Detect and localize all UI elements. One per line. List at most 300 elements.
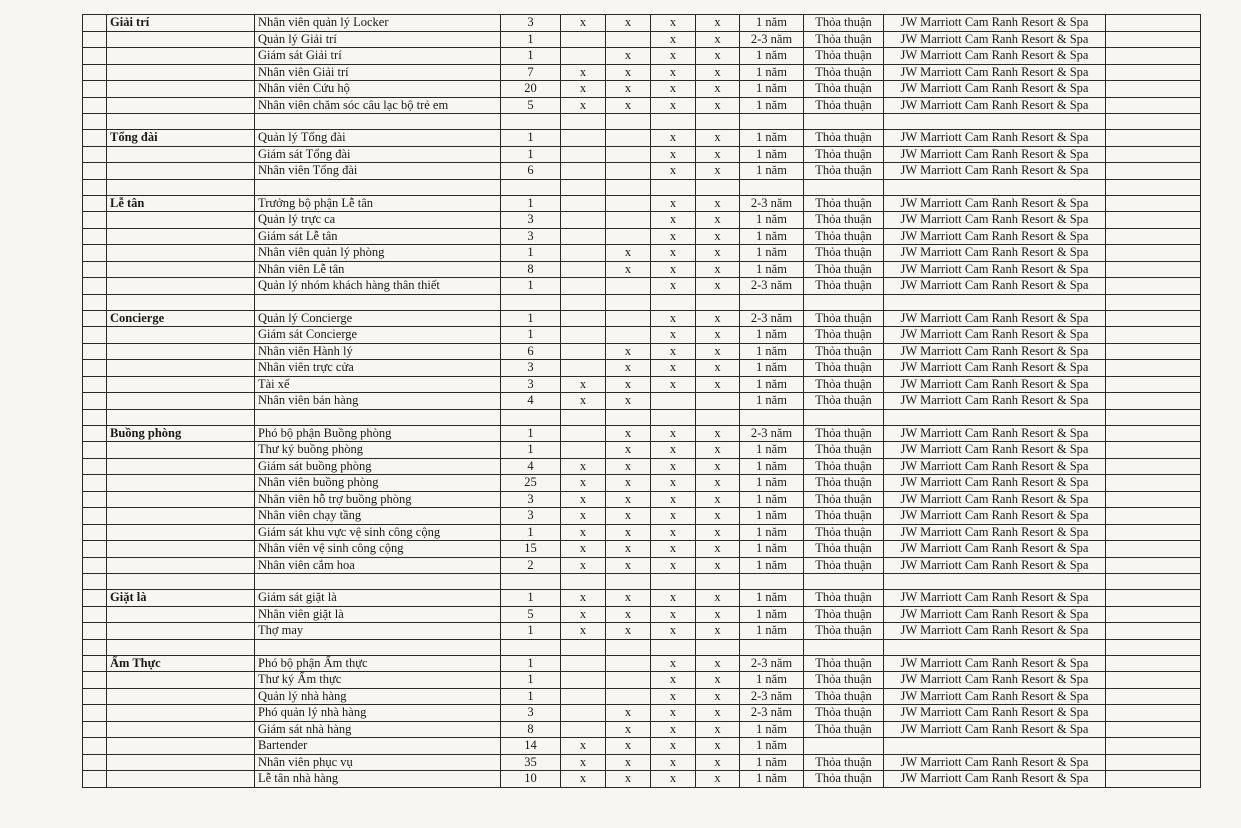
criterion-2-cell: x	[606, 442, 651, 459]
index-cell	[83, 491, 107, 508]
position-cell: Nhân viên Hành lý	[255, 343, 501, 360]
table-row	[83, 491, 1201, 508]
extra-cell	[1106, 146, 1201, 163]
table-row	[83, 705, 1201, 722]
quantity-cell: 3	[501, 508, 561, 525]
criterion-2-cell: x	[606, 64, 651, 81]
empty-cell	[804, 639, 884, 655]
criterion-1-cell	[561, 360, 606, 377]
empty-cell	[696, 294, 740, 310]
experience-cell: 1 năm	[740, 606, 804, 623]
position-cell: Quản lý Concierge	[255, 310, 501, 327]
quantity-cell: 3	[501, 491, 561, 508]
criterion-1-cell: x	[561, 97, 606, 114]
salary-cell: Thỏa thuận	[804, 771, 884, 788]
salary-cell: Thỏa thuận	[804, 64, 884, 81]
quantity-cell: 1	[501, 130, 561, 147]
extra-cell	[1106, 491, 1201, 508]
criterion-1-cell: x	[561, 754, 606, 771]
empty-cell	[107, 574, 255, 590]
empty-cell	[83, 409, 107, 425]
index-cell	[83, 343, 107, 360]
criterion-1-cell	[561, 672, 606, 689]
table-row	[83, 606, 1201, 623]
criterion-3-cell: x	[651, 754, 696, 771]
criterion-4-cell: x	[696, 343, 740, 360]
department-empty-cell	[107, 705, 255, 722]
criterion-1-cell	[561, 705, 606, 722]
index-cell	[83, 278, 107, 295]
criterion-3-cell: x	[651, 310, 696, 327]
index-cell	[83, 623, 107, 640]
criterion-3-cell: x	[651, 261, 696, 278]
criterion-4-cell: x	[696, 557, 740, 574]
quantity-cell: 7	[501, 64, 561, 81]
salary-cell: Thỏa thuận	[804, 245, 884, 262]
department-empty-cell	[107, 508, 255, 525]
table-row	[83, 48, 1201, 65]
extra-cell	[1106, 508, 1201, 525]
empty-cell	[606, 639, 651, 655]
table-row	[83, 97, 1201, 114]
company-cell: JW Marriott Cam Ranh Resort & Spa	[884, 64, 1106, 81]
index-cell	[83, 97, 107, 114]
department-empty-cell	[107, 31, 255, 48]
company-cell: JW Marriott Cam Ranh Resort & Spa	[884, 705, 1106, 722]
criterion-4-cell: x	[696, 15, 740, 32]
criterion-3-cell: x	[651, 458, 696, 475]
experience-cell: 1 năm	[740, 146, 804, 163]
table-row	[83, 343, 1201, 360]
quantity-cell: 1	[501, 278, 561, 295]
criterion-2-cell: x	[606, 590, 651, 607]
criterion-1-cell	[561, 146, 606, 163]
experience-cell: 1 năm	[740, 376, 804, 393]
criterion-3-cell: x	[651, 64, 696, 81]
criterion-1-cell	[561, 327, 606, 344]
experience-cell: 1 năm	[740, 64, 804, 81]
index-cell	[83, 130, 107, 147]
table-row	[83, 557, 1201, 574]
table-row	[83, 81, 1201, 98]
empty-cell	[561, 114, 606, 130]
experience-cell: 2-3 năm	[740, 31, 804, 48]
empty-cell	[696, 179, 740, 195]
position-cell: Giám sát Giải trí	[255, 48, 501, 65]
department-empty-cell	[107, 754, 255, 771]
empty-cell	[501, 294, 561, 310]
table-row	[83, 771, 1201, 788]
criterion-3-cell: x	[651, 623, 696, 640]
empty-cell	[561, 639, 606, 655]
table-row	[83, 195, 1201, 212]
company-cell: JW Marriott Cam Ranh Resort & Spa	[884, 655, 1106, 672]
criterion-4-cell: x	[696, 97, 740, 114]
criterion-3-cell: x	[651, 278, 696, 295]
criterion-1-cell: x	[561, 81, 606, 98]
department-empty-cell	[107, 48, 255, 65]
table-row	[83, 623, 1201, 640]
criterion-2-cell: x	[606, 524, 651, 541]
criterion-2-cell: x	[606, 557, 651, 574]
position-cell: Quản lý Giải trí	[255, 31, 501, 48]
criterion-3-cell: x	[651, 163, 696, 180]
department-empty-cell	[107, 245, 255, 262]
salary-cell: Thỏa thuận	[804, 688, 884, 705]
index-cell	[83, 557, 107, 574]
company-cell: JW Marriott Cam Ranh Resort & Spa	[884, 491, 1106, 508]
criterion-2-cell: x	[606, 721, 651, 738]
department-empty-cell	[107, 623, 255, 640]
criterion-1-cell: x	[561, 64, 606, 81]
criterion-1-cell: x	[561, 541, 606, 558]
quantity-cell: 20	[501, 81, 561, 98]
department-empty-cell	[107, 278, 255, 295]
separator-row	[83, 409, 1201, 425]
experience-cell: 2-3 năm	[740, 688, 804, 705]
criterion-1-cell: x	[561, 458, 606, 475]
criterion-4-cell	[696, 393, 740, 410]
extra-cell	[1106, 590, 1201, 607]
extra-cell	[1106, 245, 1201, 262]
empty-cell	[884, 409, 1106, 425]
criterion-1-cell	[561, 425, 606, 442]
position-cell: Nhân viên phục vụ	[255, 754, 501, 771]
position-cell: Giám sát giặt là	[255, 590, 501, 607]
separator-row	[83, 639, 1201, 655]
index-cell	[83, 475, 107, 492]
extra-cell	[1106, 261, 1201, 278]
position-cell: Giám sát nhà hàng	[255, 721, 501, 738]
empty-cell	[83, 639, 107, 655]
criterion-4-cell: x	[696, 64, 740, 81]
criterion-1-cell: x	[561, 771, 606, 788]
quantity-cell: 1	[501, 327, 561, 344]
empty-cell	[561, 179, 606, 195]
criterion-2-cell: x	[606, 541, 651, 558]
criterion-2-cell: x	[606, 376, 651, 393]
criterion-3-cell: x	[651, 130, 696, 147]
extra-cell	[1106, 458, 1201, 475]
position-cell: Nhân viên buồng phòng	[255, 475, 501, 492]
quantity-cell: 1	[501, 623, 561, 640]
department-empty-cell	[107, 557, 255, 574]
extra-cell	[1106, 163, 1201, 180]
criterion-1-cell	[561, 212, 606, 229]
empty-cell	[83, 114, 107, 130]
extra-cell	[1106, 310, 1201, 327]
criterion-2-cell: x	[606, 393, 651, 410]
quantity-cell: 1	[501, 425, 561, 442]
criterion-1-cell: x	[561, 376, 606, 393]
empty-cell	[561, 409, 606, 425]
salary-cell: Thỏa thuận	[804, 212, 884, 229]
department-cell: Ẩm Thực	[107, 655, 255, 672]
position-cell: Giám sát Lễ tân	[255, 228, 501, 245]
table-row	[83, 31, 1201, 48]
criterion-1-cell	[561, 442, 606, 459]
extra-cell	[1106, 524, 1201, 541]
quantity-cell: 1	[501, 590, 561, 607]
salary-cell: Thỏa thuận	[804, 655, 884, 672]
table-row	[83, 688, 1201, 705]
index-cell	[83, 31, 107, 48]
criterion-3-cell: x	[651, 360, 696, 377]
salary-cell: Thỏa thuận	[804, 48, 884, 65]
separator-row	[83, 179, 1201, 195]
department-empty-cell	[107, 606, 255, 623]
criterion-4-cell: x	[696, 376, 740, 393]
experience-cell: 2-3 năm	[740, 425, 804, 442]
extra-cell	[1106, 97, 1201, 114]
empty-cell	[884, 114, 1106, 130]
department-empty-cell	[107, 212, 255, 229]
salary-cell: Thỏa thuận	[804, 606, 884, 623]
empty-cell	[255, 574, 501, 590]
criterion-2-cell: x	[606, 475, 651, 492]
separator-row	[83, 574, 1201, 590]
position-cell: Tài xế	[255, 376, 501, 393]
company-cell: JW Marriott Cam Ranh Resort & Spa	[884, 754, 1106, 771]
table-row	[83, 278, 1201, 295]
criterion-4-cell: x	[696, 491, 740, 508]
empty-cell	[740, 574, 804, 590]
salary-cell: Thỏa thuận	[804, 261, 884, 278]
criterion-1-cell	[561, 343, 606, 360]
criterion-4-cell: x	[696, 146, 740, 163]
criterion-3-cell: x	[651, 245, 696, 262]
criterion-2-cell	[606, 310, 651, 327]
extra-cell	[1106, 557, 1201, 574]
empty-cell	[740, 409, 804, 425]
criterion-4-cell: x	[696, 655, 740, 672]
department-empty-cell	[107, 524, 255, 541]
empty-cell	[255, 179, 501, 195]
index-cell	[83, 327, 107, 344]
position-cell: Quản lý Tổng đài	[255, 130, 501, 147]
empty-cell	[255, 294, 501, 310]
table-row	[83, 524, 1201, 541]
position-cell: Nhân viên vệ sinh công cộng	[255, 541, 501, 558]
criterion-2-cell	[606, 688, 651, 705]
empty-cell	[651, 179, 696, 195]
criterion-2-cell: x	[606, 97, 651, 114]
table-row	[83, 541, 1201, 558]
criterion-4-cell: x	[696, 81, 740, 98]
quantity-cell: 1	[501, 672, 561, 689]
criterion-2-cell: x	[606, 491, 651, 508]
criterion-1-cell: x	[561, 475, 606, 492]
salary-cell: Thỏa thuận	[804, 672, 884, 689]
empty-cell	[1106, 574, 1201, 590]
criterion-4-cell: x	[696, 130, 740, 147]
empty-cell	[740, 114, 804, 130]
quantity-cell: 3	[501, 376, 561, 393]
quantity-cell: 1	[501, 146, 561, 163]
quantity-cell: 2	[501, 557, 561, 574]
table-row	[83, 475, 1201, 492]
criterion-4-cell: x	[696, 508, 740, 525]
empty-cell	[884, 639, 1106, 655]
salary-cell: Thỏa thuận	[804, 163, 884, 180]
criterion-4-cell: x	[696, 458, 740, 475]
experience-cell: 1 năm	[740, 228, 804, 245]
criterion-4-cell: x	[696, 442, 740, 459]
quantity-cell: 6	[501, 343, 561, 360]
department-empty-cell	[107, 163, 255, 180]
position-cell: Phó bộ phận Ẩm thực	[255, 655, 501, 672]
extra-cell	[1106, 278, 1201, 295]
position-cell: Nhân viên quản lý Locker	[255, 15, 501, 32]
position-cell: Lễ tân nhà hàng	[255, 771, 501, 788]
experience-cell: 1 năm	[740, 508, 804, 525]
salary-cell: Thỏa thuận	[804, 705, 884, 722]
criterion-4-cell: x	[696, 721, 740, 738]
department-empty-cell	[107, 672, 255, 689]
index-cell	[83, 606, 107, 623]
position-cell: Nhân viên Cứu hộ	[255, 81, 501, 98]
empty-cell	[884, 179, 1106, 195]
index-cell	[83, 738, 107, 755]
table-row	[83, 376, 1201, 393]
experience-cell: 2-3 năm	[740, 310, 804, 327]
criterion-3-cell: x	[651, 146, 696, 163]
quantity-cell: 8	[501, 261, 561, 278]
criterion-1-cell: x	[561, 557, 606, 574]
criterion-1-cell: x	[561, 524, 606, 541]
position-cell: Phó quản lý nhà hàng	[255, 705, 501, 722]
empty-cell	[804, 574, 884, 590]
position-cell: Nhân viên hỗ trợ buồng phòng	[255, 491, 501, 508]
department-empty-cell	[107, 491, 255, 508]
experience-cell: 1 năm	[740, 15, 804, 32]
criterion-1-cell	[561, 655, 606, 672]
criterion-1-cell: x	[561, 738, 606, 755]
experience-cell: 1 năm	[740, 81, 804, 98]
company-cell: JW Marriott Cam Ranh Resort & Spa	[884, 261, 1106, 278]
company-cell: JW Marriott Cam Ranh Resort & Spa	[884, 606, 1106, 623]
extra-cell	[1106, 721, 1201, 738]
empty-cell	[255, 114, 501, 130]
department-cell: Buồng phòng	[107, 425, 255, 442]
experience-cell: 1 năm	[740, 623, 804, 640]
salary-cell: Thỏa thuận	[804, 15, 884, 32]
salary-cell: Thỏa thuận	[804, 31, 884, 48]
salary-cell: Thỏa thuận	[804, 81, 884, 98]
position-cell: Giám sát buồng phòng	[255, 458, 501, 475]
extra-cell	[1106, 48, 1201, 65]
extra-cell	[1106, 754, 1201, 771]
quantity-cell: 5	[501, 97, 561, 114]
empty-cell	[651, 114, 696, 130]
salary-cell	[804, 738, 884, 755]
salary-cell: Thỏa thuận	[804, 228, 884, 245]
quantity-cell: 3	[501, 705, 561, 722]
criterion-4-cell: x	[696, 425, 740, 442]
criterion-4-cell: x	[696, 228, 740, 245]
criterion-1-cell	[561, 130, 606, 147]
criterion-3-cell: x	[651, 606, 696, 623]
criterion-3-cell: x	[651, 228, 696, 245]
criterion-2-cell: x	[606, 754, 651, 771]
criterion-2-cell: x	[606, 343, 651, 360]
index-cell	[83, 376, 107, 393]
index-cell	[83, 590, 107, 607]
table-row	[83, 738, 1201, 755]
criterion-4-cell: x	[696, 705, 740, 722]
department-empty-cell	[107, 721, 255, 738]
quantity-cell: 4	[501, 393, 561, 410]
criterion-1-cell	[561, 48, 606, 65]
quantity-cell: 1	[501, 31, 561, 48]
table-row	[83, 425, 1201, 442]
experience-cell: 1 năm	[740, 130, 804, 147]
criterion-1-cell	[561, 195, 606, 212]
position-cell: Nhân viên chạy tầng	[255, 508, 501, 525]
empty-cell	[255, 639, 501, 655]
criterion-4-cell: x	[696, 195, 740, 212]
quantity-cell: 1	[501, 655, 561, 672]
index-cell	[83, 655, 107, 672]
department-empty-cell	[107, 376, 255, 393]
position-cell: Quản lý nhà hàng	[255, 688, 501, 705]
empty-cell	[804, 294, 884, 310]
position-cell: Thư ký Ẩm thực	[255, 672, 501, 689]
criterion-2-cell	[606, 195, 651, 212]
criterion-4-cell: x	[696, 360, 740, 377]
index-cell	[83, 195, 107, 212]
department-cell: Giải trí	[107, 15, 255, 32]
criterion-3-cell: x	[651, 688, 696, 705]
experience-cell: 1 năm	[740, 343, 804, 360]
experience-cell: 1 năm	[740, 393, 804, 410]
company-cell: JW Marriott Cam Ranh Resort & Spa	[884, 721, 1106, 738]
position-cell: Giám sát khu vực vệ sinh công cộng	[255, 524, 501, 541]
salary-cell: Thỏa thuận	[804, 475, 884, 492]
salary-cell: Thỏa thuận	[804, 360, 884, 377]
position-cell: Nhân viên cắm hoa	[255, 557, 501, 574]
quantity-cell: 10	[501, 771, 561, 788]
quantity-cell: 25	[501, 475, 561, 492]
extra-cell	[1106, 327, 1201, 344]
quantity-cell: 14	[501, 738, 561, 755]
experience-cell: 1 năm	[740, 327, 804, 344]
index-cell	[83, 228, 107, 245]
criterion-4-cell: x	[696, 754, 740, 771]
experience-cell: 1 năm	[740, 245, 804, 262]
criterion-3-cell: x	[651, 705, 696, 722]
criterion-3-cell: x	[651, 343, 696, 360]
salary-cell: Thỏa thuận	[804, 524, 884, 541]
salary-cell: Thỏa thuận	[804, 195, 884, 212]
table-row	[83, 130, 1201, 147]
extra-cell	[1106, 228, 1201, 245]
empty-cell	[1106, 114, 1201, 130]
criterion-2-cell	[606, 672, 651, 689]
empty-cell	[255, 409, 501, 425]
table-row	[83, 245, 1201, 262]
position-cell: Phó bộ phận Buồng phòng	[255, 425, 501, 442]
experience-cell: 1 năm	[740, 491, 804, 508]
quantity-cell: 1	[501, 245, 561, 262]
company-cell: JW Marriott Cam Ranh Resort & Spa	[884, 541, 1106, 558]
criterion-1-cell	[561, 31, 606, 48]
department-empty-cell	[107, 771, 255, 788]
criterion-3-cell: x	[651, 508, 696, 525]
empty-cell	[651, 294, 696, 310]
company-cell: JW Marriott Cam Ranh Resort & Spa	[884, 31, 1106, 48]
company-cell: JW Marriott Cam Ranh Resort & Spa	[884, 623, 1106, 640]
